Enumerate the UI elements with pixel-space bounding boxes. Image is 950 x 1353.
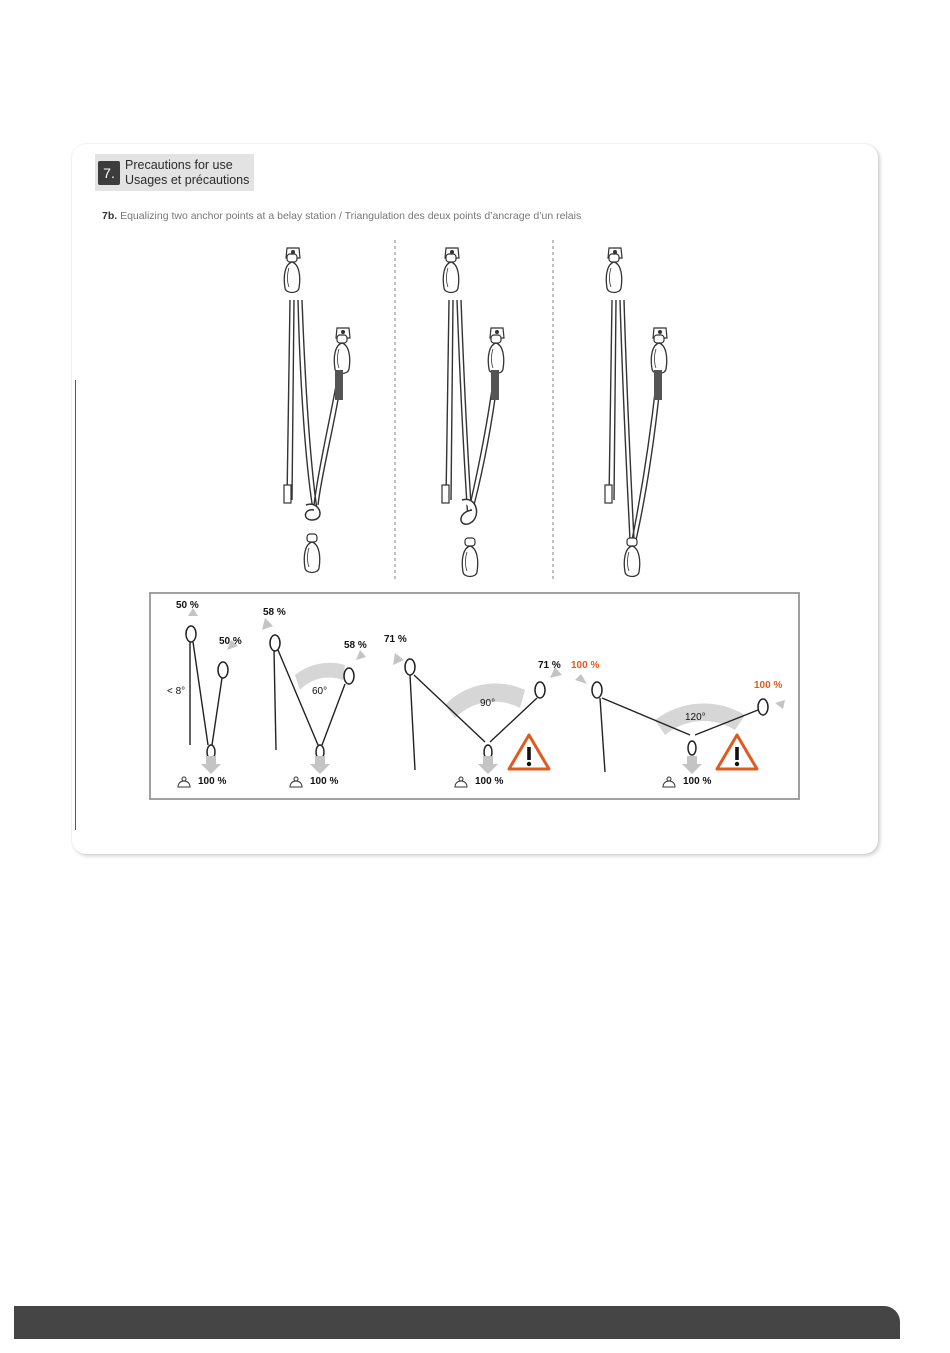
- panel3-left-load: 71 %: [384, 634, 407, 645]
- panel2-angle: 60°: [312, 686, 328, 697]
- force-panel-1: [178, 608, 238, 787]
- panel3-angle: 90°: [480, 698, 496, 709]
- section-title-fr: Usages et précautions: [125, 173, 250, 187]
- panel2-right-load: 58 %: [344, 640, 367, 651]
- subsection-text: Equalizing two anchor points at a belay station / Triangulation des deux points d’ancrage d’un relais: [120, 210, 582, 222]
- panel4-left-load: 100 %: [571, 660, 600, 671]
- panel4-bottom-load: 100 %: [683, 776, 712, 787]
- subsection-id: 7b.: [102, 210, 118, 222]
- panel1-angle: < 8°: [167, 686, 186, 697]
- panel2-bottom-load: 100 %: [310, 776, 339, 787]
- panel1-bottom-load: 100 %: [198, 776, 227, 787]
- panel3-right-load: 71 %: [538, 660, 561, 671]
- force-panel-3: [393, 653, 562, 787]
- panel2-left-load: 58 %: [263, 607, 286, 618]
- panel4-right-load: 100 %: [754, 680, 783, 691]
- section-title-en: Precautions for use: [125, 158, 233, 172]
- page-footer-bar: [14, 1306, 900, 1339]
- section-number: 7.: [98, 161, 120, 185]
- panel3-bottom-load: 100 %: [475, 776, 504, 787]
- panel4-angle: 120°: [685, 712, 706, 723]
- panel1-right-load: 50 %: [219, 636, 242, 647]
- panel1-left-load: 50 %: [176, 600, 199, 611]
